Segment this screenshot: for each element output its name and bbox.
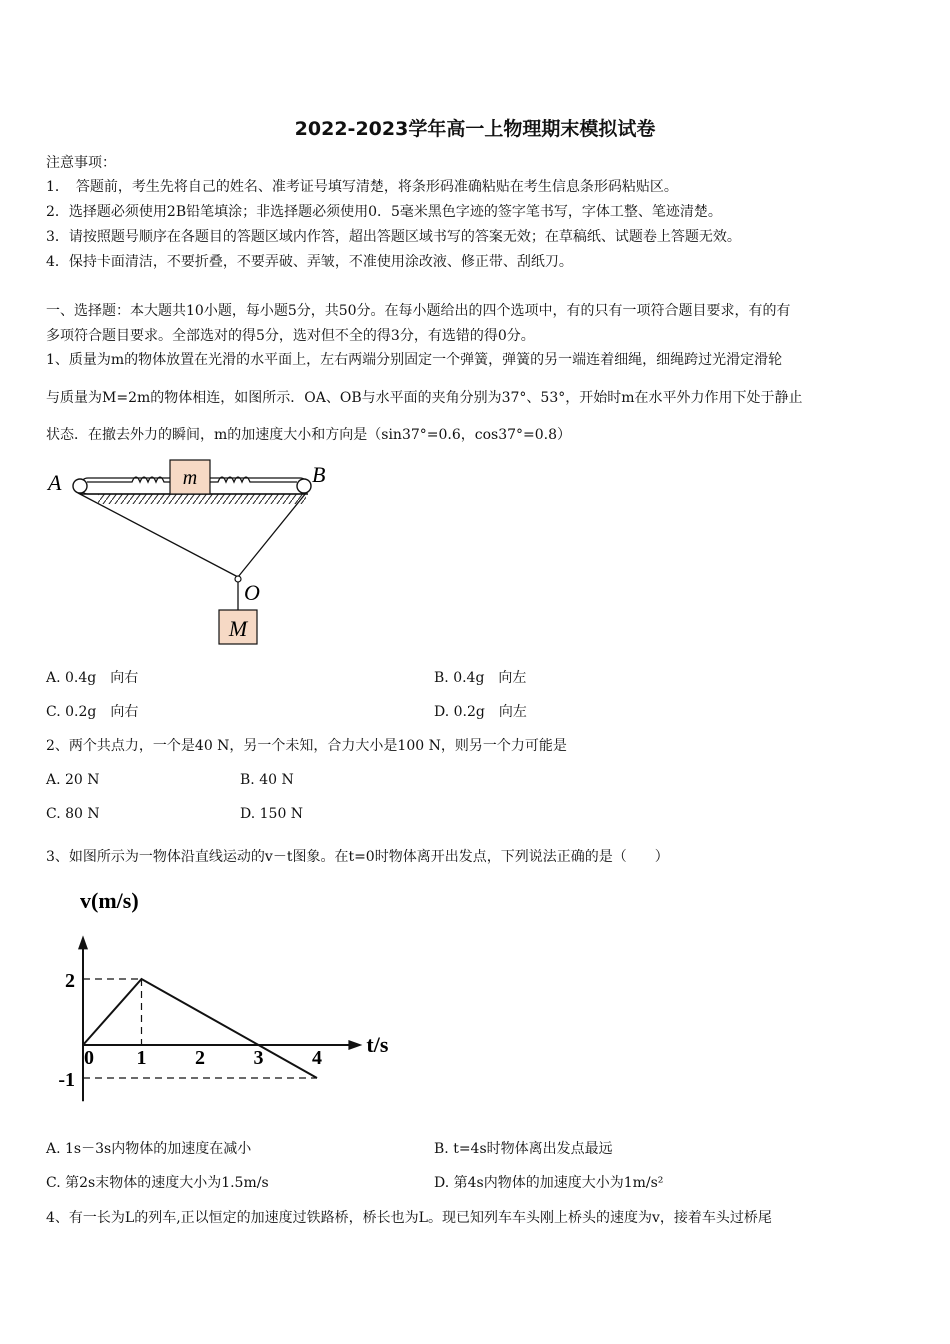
q1-option-c: C. 0.2g 向右	[46, 704, 139, 720]
y-axis-label: v(m/s)	[80, 888, 139, 913]
x-tick-label: 2	[195, 1047, 205, 1069]
pulley-b	[297, 479, 311, 493]
question-2-text: 2、两个共点力，一个是40 N，另一个未知，合力大小是100 N，则另一个力可能是	[46, 738, 567, 754]
q2-option-b: B. 40 N	[240, 772, 294, 788]
x-axis-label: t/s	[366, 1032, 389, 1057]
knot-o	[235, 576, 241, 582]
label-M: M	[228, 616, 248, 641]
section-intro: 一、选择题：本大题共10小题，每小题5分，共50分。在每小题给出的四个选项中，有的只有一项符合题目要求，有的有	[46, 303, 791, 319]
label-a: A	[48, 470, 62, 495]
notice-item: 2．选择题必须使用2B铅笔填涂；非选择题必须使用0．5毫米黑色字迹的签字笔书写，字体工整、笔迹清楚。	[46, 204, 722, 220]
y-tick-label: 2	[65, 970, 75, 992]
q2-option-d: D. 150 N	[240, 806, 304, 822]
section-intro: 多项符合题目要求。全部选对的得5分，选对但不全的得3分，有选错的得0分。	[46, 328, 535, 344]
vt-chart	[40, 880, 410, 1125]
notice-item: 3．请按照题号顺序在各题目的答题区域内作答，超出答题区域书写的答案无效；在草稿纸、试题卷上答题无效。	[46, 229, 741, 245]
y-tick-label: -1	[58, 1069, 75, 1091]
notice-item: 1． 答题前，考生先将自己的姓名、准考证号填写清楚，将条形码准确粘贴在考生信息条形码粘贴区。	[46, 179, 678, 195]
q1-option-a: A. 0.4g 向右	[46, 670, 139, 686]
question-1-text: 1、质量为m的物体放置在光滑的水平面上，左右两端分别固定一个弹簧，弹簧的另一端连着细绳，细绳跨过光滑定滑轮	[46, 352, 783, 368]
q3-option-d: D. 第4s内物体的加速度大小为1m/s²	[434, 1175, 664, 1191]
q2-option-a: A. 20 N	[46, 772, 100, 788]
x-axis-arrow	[348, 1040, 362, 1050]
label-o: O	[244, 580, 260, 605]
x-tick-label: 1	[136, 1047, 147, 1069]
q1-option-d: D. 0.2g 向左	[434, 704, 527, 720]
q2-option-c: C. 80 N	[46, 806, 100, 822]
question-1-text: 与质量为M=2m的物体相连，如图所示．OA、OB与水平面的夹角分别为37°、53°，开始时m在水平外力作用下处于静止	[46, 390, 803, 406]
q1-option-b: B. 0.4g 向左	[434, 670, 527, 686]
notice-heading: 注意事项：	[46, 155, 116, 171]
x-tick-label: 3	[253, 1047, 264, 1069]
pulley-a	[73, 479, 87, 493]
rope-ob	[238, 493, 306, 577]
x-tick-label: 4	[312, 1047, 322, 1069]
notice-item: 4．保持卡面清洁，不要折叠，不要弄破、弄皱，不准使用涂改液、修正带、刮纸刀。	[46, 254, 573, 270]
label-m: m	[182, 467, 198, 489]
q3-option-b: B. t=4s时物体离出发点最远	[434, 1141, 613, 1157]
question-4-text: 4、有一长为L的列车,正以恒定的加速度过铁路桥，桥长也为L。现已知列车车头刚上桥头的速度为v，接着车头过桥尾	[46, 1210, 772, 1226]
x-tick-label: 0	[84, 1047, 94, 1069]
rope-oa	[78, 493, 238, 577]
exam-title: 2022-2023学年高一上物理期末模拟试卷	[294, 118, 656, 140]
question-3-text: 3、如图所示为一物体沿直线运动的v－t图象。在t=0时物体离开出发点，下列说法正确的是（ ）	[46, 849, 669, 865]
label-b: B	[312, 462, 326, 487]
question-1-text: 状态．在撤去外力的瞬间，m的加速度大小和方向是（sin37°=0.6，cos37°=0.8）	[46, 427, 572, 443]
question-1-figure	[40, 452, 340, 652]
y-axis-arrow	[78, 935, 88, 949]
ground-hatching	[98, 494, 306, 504]
q3-option-c: C. 第2s末物体的速度大小为1.5m/s	[46, 1175, 269, 1191]
q3-option-a: A. 1s－3s内物体的加速度在减小	[46, 1141, 252, 1157]
